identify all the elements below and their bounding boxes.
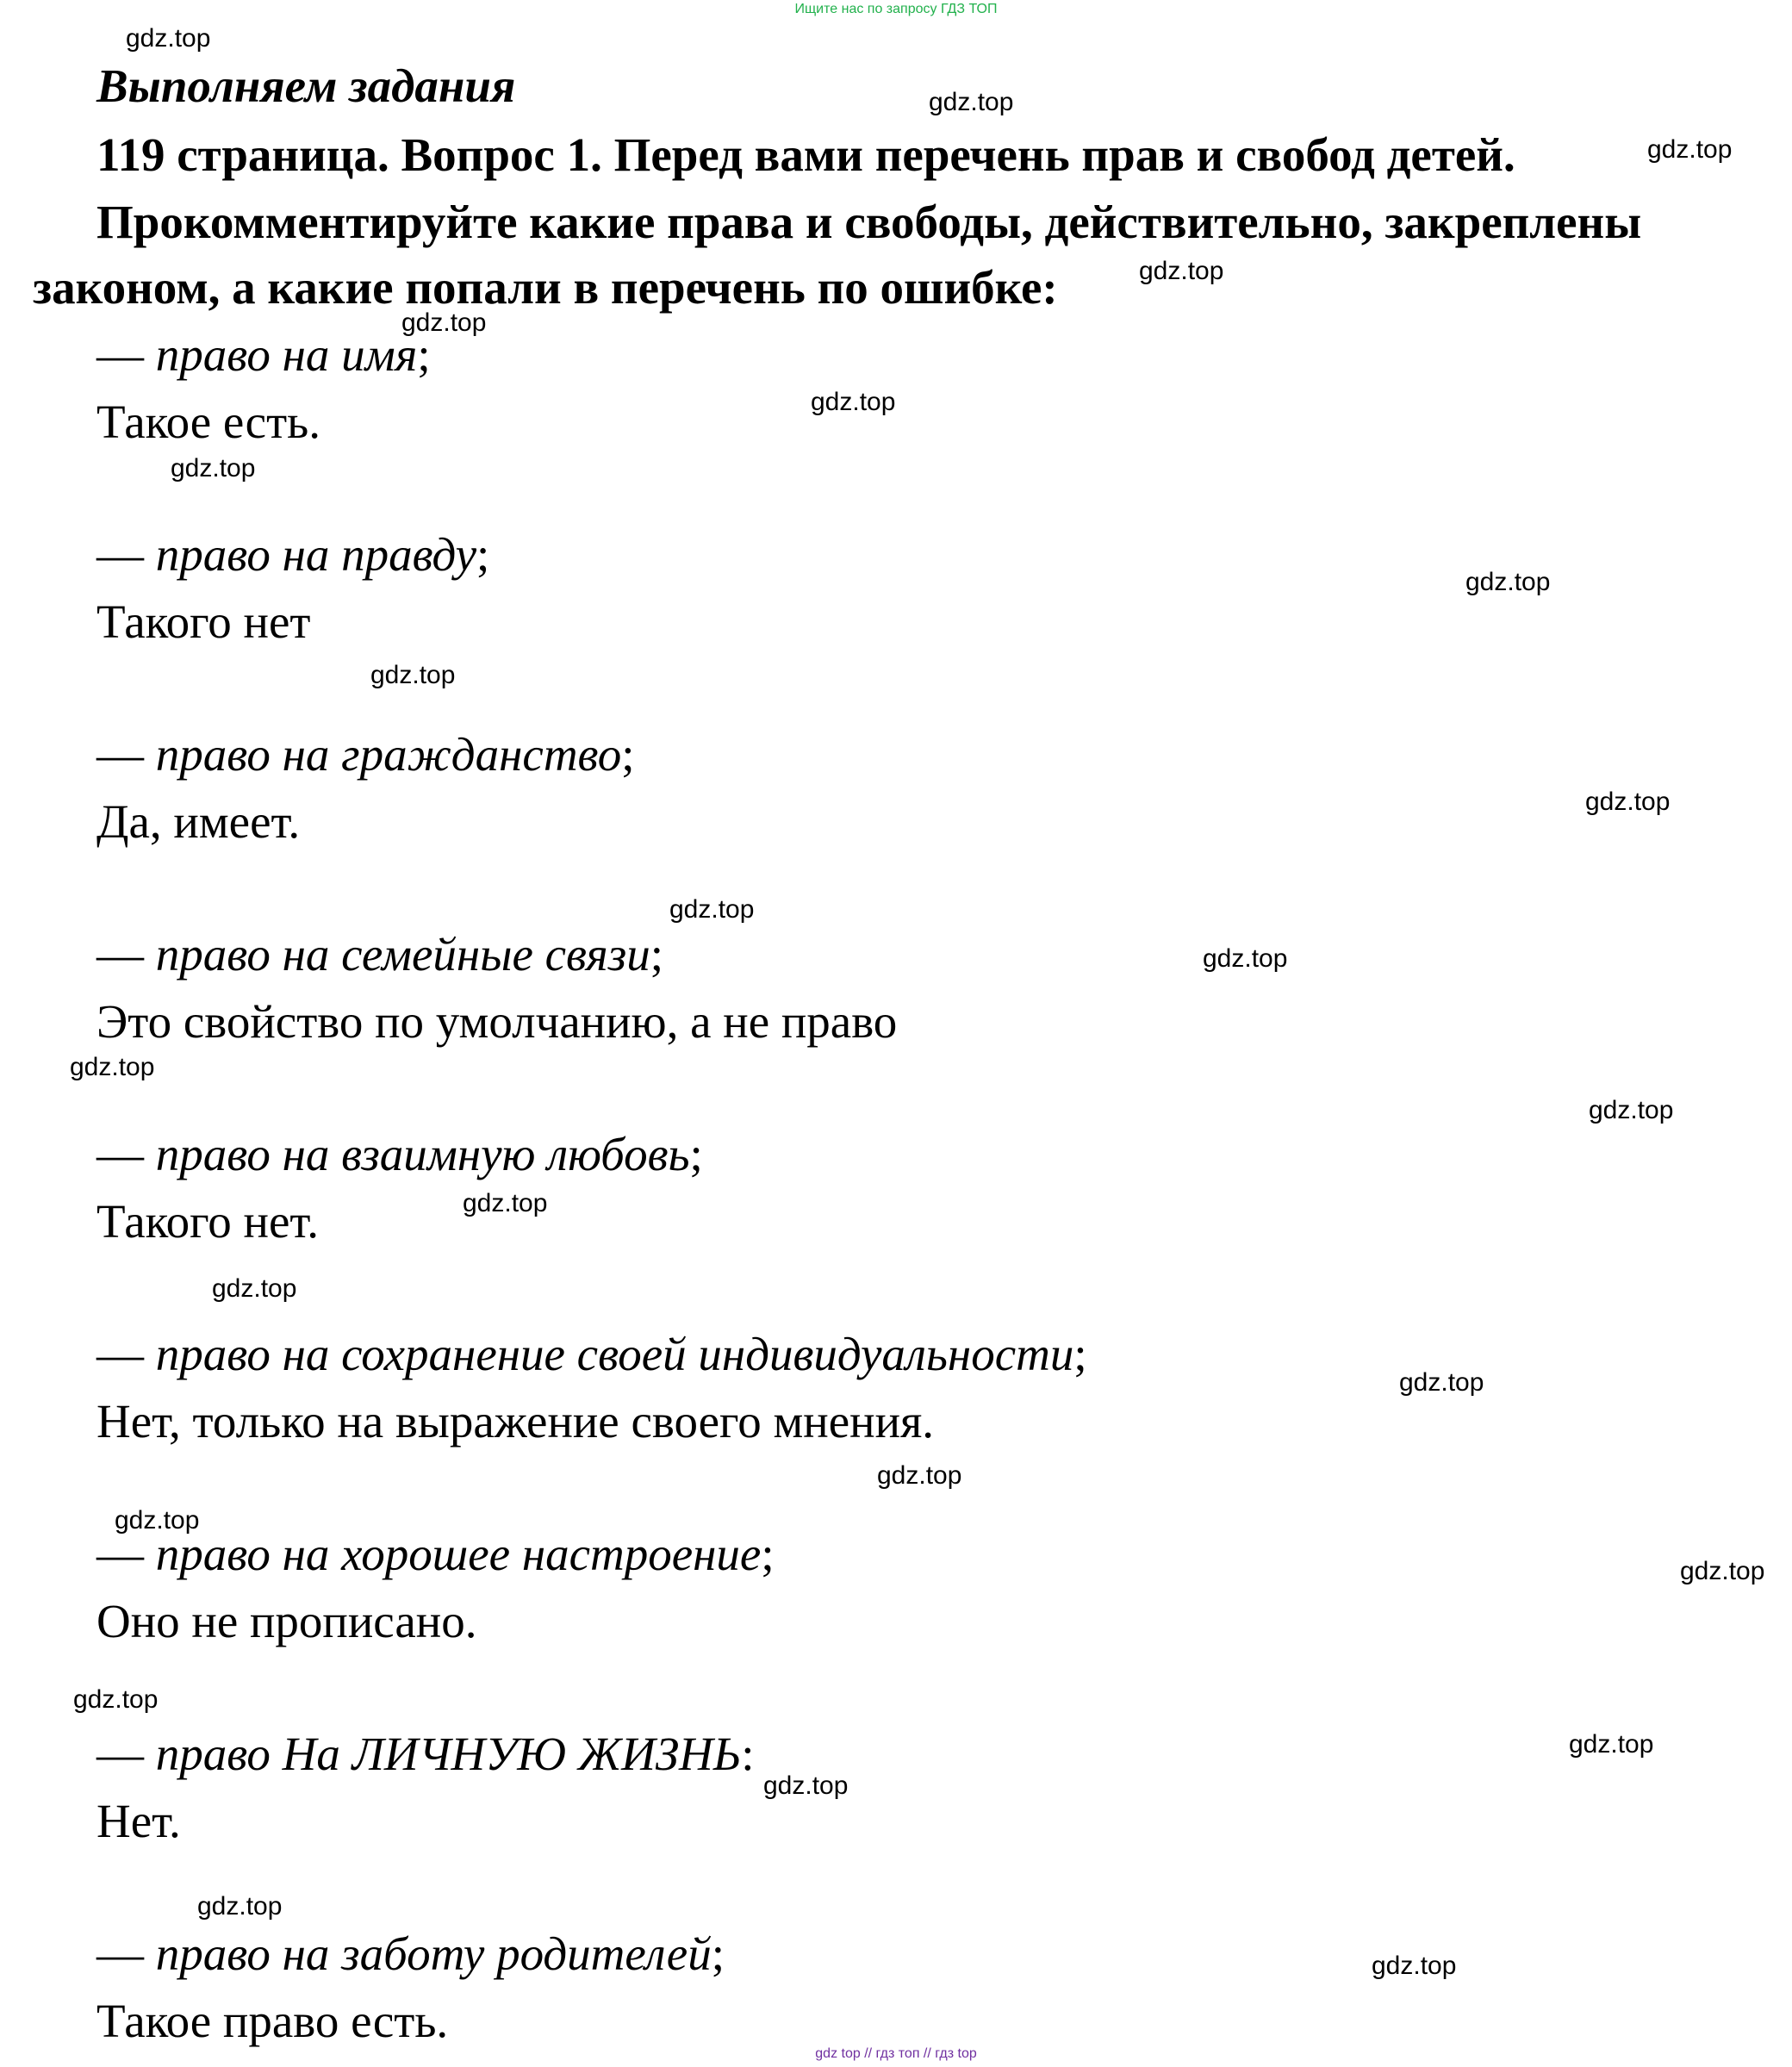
right-text: право на хорошее настроение bbox=[155, 1528, 762, 1580]
answer-4: Это свойство по умолчанию, а не право bbox=[96, 995, 898, 1048]
punctuation: ; bbox=[689, 1128, 703, 1180]
punctuation: ; bbox=[711, 1927, 725, 1980]
dash: — bbox=[96, 328, 144, 381]
answer-2: Такого нет bbox=[96, 595, 311, 648]
right-item-1 bbox=[96, 327, 431, 383]
right-text: право На ЛИЧНУЮ ЖИЗНЬ bbox=[155, 1728, 742, 1780]
right-item-8 bbox=[96, 1727, 755, 1782]
right-text: право на взаимную любовь bbox=[155, 1128, 690, 1180]
punctuation: ; bbox=[1073, 1328, 1087, 1380]
banner-text: Ищите нас по запросу ГДЗ ТОП bbox=[794, 2, 998, 16]
punctuation: ; bbox=[621, 728, 635, 781]
watermark: gdz.top bbox=[763, 1771, 849, 1800]
answer-7: Оно не прописано. bbox=[96, 1595, 477, 1647]
answer-9: Такое право есть. bbox=[96, 1995, 449, 2047]
watermark: gdz.top bbox=[70, 1053, 155, 1081]
punctuation: ; bbox=[476, 528, 490, 581]
right-item-9 bbox=[96, 1927, 725, 1982]
right-text: право на имя bbox=[155, 328, 418, 381]
right-text: право на семейные связи bbox=[155, 928, 650, 981]
punctuation: : bbox=[741, 1728, 755, 1780]
watermark: gdz.top bbox=[877, 1461, 962, 1490]
watermark: gdz.top bbox=[1465, 568, 1551, 596]
right-item-4 bbox=[96, 927, 663, 982]
watermark: gdz.top bbox=[197, 1892, 283, 1921]
top-banner bbox=[0, 0, 1792, 19]
footer-text: gdz top // гдз топ // гдз top bbox=[815, 2046, 977, 2061]
watermark: gdz.top bbox=[171, 454, 256, 483]
watermark: gdz.top bbox=[212, 1274, 297, 1303]
right-item-2 bbox=[96, 527, 489, 582]
dash: — bbox=[96, 1927, 144, 1980]
section-heading: Выполняем задания bbox=[96, 59, 516, 112]
watermark: gdz.top bbox=[1585, 788, 1671, 816]
watermark: gdz.top bbox=[1680, 1557, 1765, 1585]
question-line-2: Прокомментируйте какие права и свободы, действительно, закреплены bbox=[96, 196, 1642, 248]
right-item-5 bbox=[96, 1127, 703, 1182]
answer-5: Такого нет. bbox=[96, 1195, 320, 1248]
watermark: gdz.top bbox=[1203, 944, 1288, 973]
answer-6: Нет, только на выражение своего мнения. bbox=[96, 1395, 935, 1448]
watermark: gdz.top bbox=[669, 895, 755, 924]
punctuation: ; bbox=[417, 328, 431, 381]
question-line-1: 119 страница. Вопрос 1. Перед вами перечень прав и свобод детей. bbox=[96, 128, 1515, 181]
watermark: gdz.top bbox=[463, 1189, 548, 1217]
right-item-6 bbox=[96, 1327, 1087, 1382]
right-text: право на сохранение своей индивидуальности bbox=[155, 1328, 1074, 1380]
watermark: gdz.top bbox=[1372, 1952, 1457, 1980]
watermark: gdz.top bbox=[1589, 1096, 1674, 1124]
watermark: gdz.top bbox=[929, 88, 1014, 116]
watermark: gdz.top bbox=[811, 388, 896, 416]
right-text: право на правду bbox=[155, 528, 477, 581]
watermark: gdz.top bbox=[370, 661, 456, 689]
dash: — bbox=[96, 1128, 144, 1180]
answer-8: Нет. bbox=[96, 1795, 181, 1847]
right-text: право на гражданство bbox=[155, 728, 622, 781]
punctuation: ; bbox=[761, 1528, 775, 1580]
dash: — bbox=[96, 528, 144, 581]
dash: — bbox=[96, 1328, 144, 1380]
dash: — bbox=[96, 728, 144, 781]
footer bbox=[0, 2045, 1792, 2063]
watermark: gdz.top bbox=[115, 1506, 200, 1535]
watermark: gdz.top bbox=[73, 1685, 159, 1714]
watermark: gdz.top bbox=[1647, 135, 1733, 164]
answer-3: Да, имеет. bbox=[96, 795, 301, 848]
right-item-3 bbox=[96, 727, 634, 782]
watermark: gdz.top bbox=[1139, 257, 1224, 285]
watermark: gdz.top bbox=[126, 24, 211, 53]
watermark: gdz.top bbox=[401, 308, 487, 337]
dash: — bbox=[96, 1528, 144, 1580]
watermark: gdz.top bbox=[1569, 1730, 1654, 1759]
question-line-3: законом, а какие попали в перечень по ошибке: bbox=[33, 261, 1058, 314]
answer-1: Такое есть. bbox=[96, 395, 320, 448]
watermark: gdz.top bbox=[1399, 1368, 1484, 1397]
punctuation: ; bbox=[650, 928, 663, 981]
right-text: право на заботу родителей bbox=[155, 1927, 712, 1980]
dash: — bbox=[96, 1728, 144, 1780]
dash: — bbox=[96, 928, 144, 981]
